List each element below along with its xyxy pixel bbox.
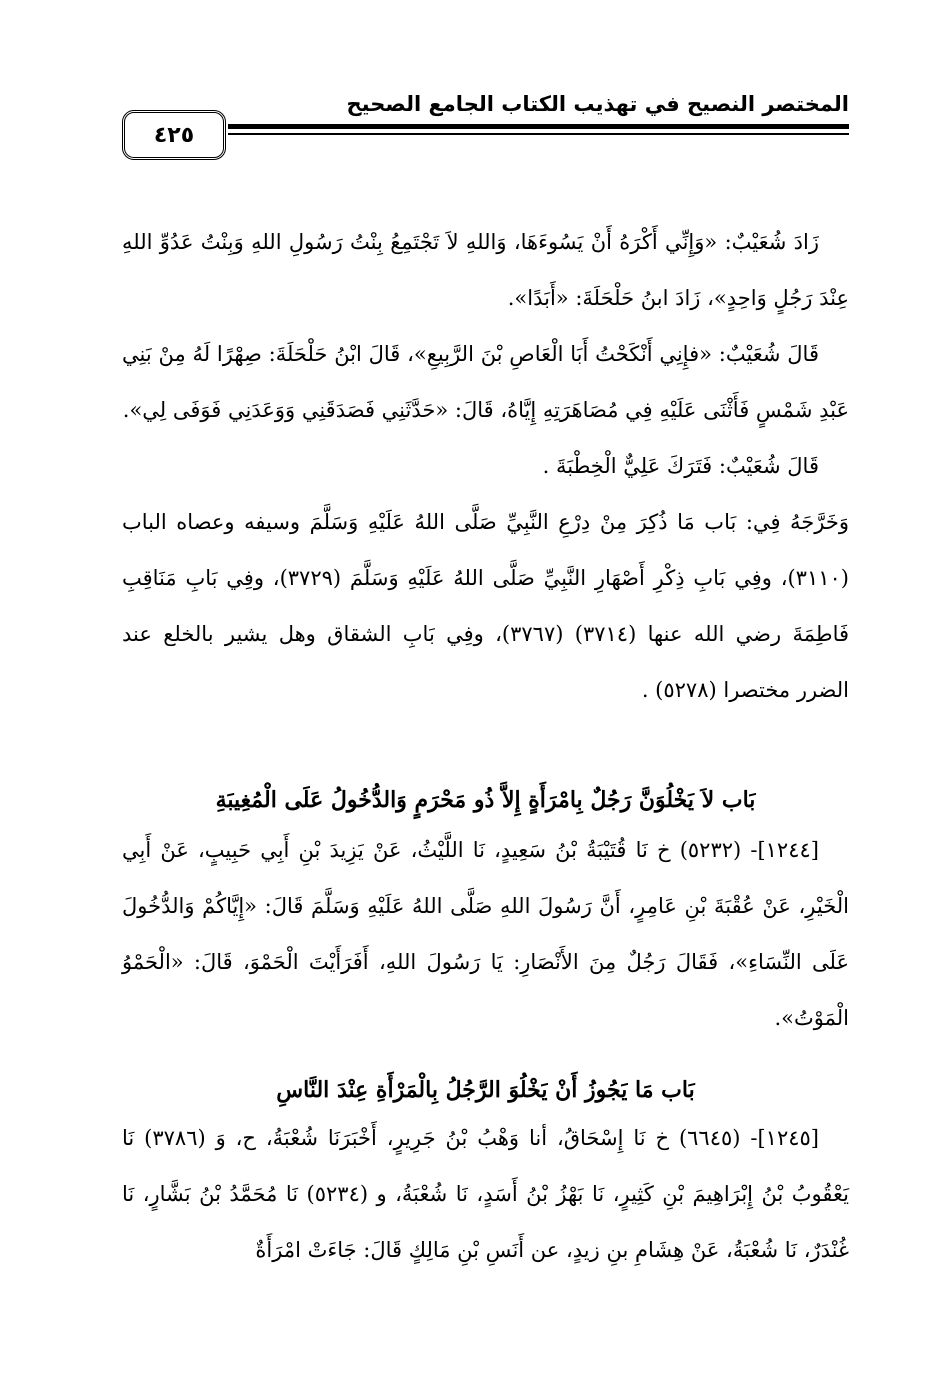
- paragraph: زَادَ شُعَيْبٌ: «وَإِنِّي أَكْرَهُ أَنْ يَسُوءَهَا، وَاللهِ لاَ تَجْتَمِعُ بِنْتُ رَسُولِ اللهِ وَبِنْتُ عَدُوِّ اللهِ عِنْدَ رَجُلٍ وَاحِدٍ»، زَادَ ابنُ حَلْحَلَةَ: «أَبَدًا».: [122, 230, 849, 310]
- paragraph: قَالَ شُعَيْبٌ: «فإِنِي أَنْكَحْتُ أَبَا الْعَاصِ بْنَ الرَّبِيعِ»، قَالَ ابْنُ حَلْحَلَةَ: صِهْرًا لَهُ مِنْ بَنِي عَبْدِ شَمْسٍ فَأَثْنَى عَلَيْهِ فِي مُصَاهَرَتِهِ إِيَّاهُ، قَالَ: «حَدَّثَنِي فَصَدَقَنِي وَوَعَدَنِي فَوَفَى لِي».: [122, 342, 849, 422]
- paragraph: قَالَ شُعَيْبٌ: فَتَرَكَ عَلِيٌّ الْخِطْبَةَ .: [542, 454, 819, 478]
- hadith-text: [122, 822, 849, 1046]
- chapter-heading: بَاب لاَ يَخْلُوَنَّ رَجُلٌ بِامْرَأَةٍ إِلاَّ ذُو مَحْرَمٍ وَالدُّخُولُ عَلَى الْمُغِيبَةِ: [215, 787, 756, 813]
- paragraph: [١٢٤٥]- (٦٦٤٥) خ نَا إِسْحَاقُ، أنا وَهْبُ بْنُ جَرِيرٍ، أَخْبَرَنَا شُعْبَةُ، ح، وَ (٣٧٨٦) نَا يَعْقُوبُ بْنُ إِبْرَاهِيمَ بْنِ كَثِيرٍ، نَا بَهْزُ بْنُ أَسَدٍ، نَا شُعْبَةُ، و (٥٢٣٤) نَا مُحَمَّدُ بْنُ بَشَّارٍ، نَا غُنْدَرٌ، نَا شُعْبَةُ، عَنْ هِشَامِ بنِ زيدٍ، عن أَنَسِ بْنِ مَالِكٍ قَالَ: جَاءَتْ امْرَأَةٌ: [122, 1126, 849, 1262]
- continuation-text: [122, 214, 849, 718]
- header-rule: [228, 124, 849, 129]
- paragraph: [١٢٤٤]- (٥٢٣٢) خ نَا قُتَيْبَةُ بْنُ سَعِيدٍ، نَا اللَّيْثُ، عَنْ يَزِيدَ بْنِ أَبِي حَبِيبٍ، عَنْ أَبِي الْخَيْرِ، عَنْ عُقْبَةَ بْنِ عَامِرٍ، أَنَّ رَسُولَ اللهِ صَلَّى اللهُ عَلَيْهِ وَسَلَّمَ قَالَ: «إِيَّاكُمْ وَالدُّخُولَ عَلَى النِّسَاءِ»، فَقَالَ رَجُلٌ مِنَ الأَنْصَارِ: يَا رَسُولَ اللهِ، أَفَرَأَيْتَ الْحَمْوَ، قَالَ: «الْحَمْوُ الْمَوْتُ».: [122, 838, 849, 1030]
- page-number: ٤٢٥: [122, 110, 226, 160]
- paragraph: وَخَرَّجَهُ فِي: بَاب مَا ذُكِرَ مِنْ دِرْعِ النَّبِيِّ صَلَّى اللهُ عَلَيْهِ وَسَلَّمَ وسيفه وعصاه الباب (٣١١٠)، وفِي بَابِ ذِكْرِ أَصْهَارِ النَّبِيِّ صَلَّى اللهُ عَلَيْهِ وَسَلَّمَ (٣٧٢٩)، وفِي بَابِ مَنَاقِبِ فَاطِمَةَ رضي الله عنها (٣٧١٤) (٣٧٦٧)، وفِي بَابِ الشقاق وهل يشير بالخلع عند الضرر مختصرا (٥٢٧٨) .: [122, 510, 850, 702]
- chapter-heading: بَاب مَا يَجُوزُ أَنْ يَخْلُوَ الرَّجُلُ بِالْمَرْأَةِ عِنْدَ النَّاسِ: [276, 1077, 695, 1103]
- header-rule-thin: [228, 133, 849, 135]
- running-header-title: المختصر النصيح في تهذيب الكتاب الجامع الصحيح: [346, 92, 849, 116]
- hadith-text: [122, 1110, 849, 1278]
